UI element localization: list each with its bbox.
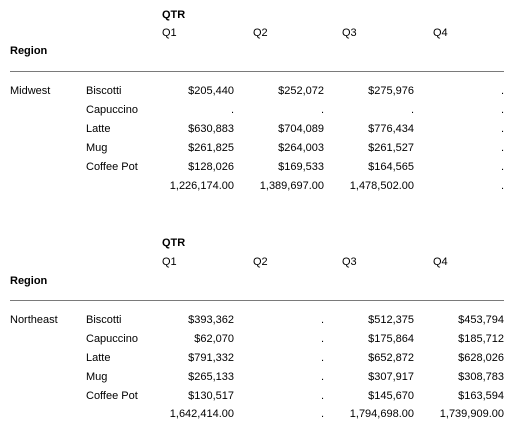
- product-label: Mug: [86, 371, 108, 383]
- column-header-q4: Q4: [433, 27, 448, 39]
- total-q4: .: [500, 180, 504, 192]
- cell-q1: $265,133: [188, 371, 234, 383]
- header-divider: [10, 300, 504, 301]
- cell-q2: $704,089: [278, 123, 324, 135]
- total-q3: 1,478,502.00: [349, 180, 414, 192]
- cell-q2: .: [320, 371, 324, 383]
- cell-q2: .: [320, 390, 324, 402]
- cell-q4: .: [500, 161, 504, 173]
- cell-q1: $205,440: [188, 85, 234, 97]
- cell-q3: $776,434: [368, 123, 414, 135]
- region-label: Northeast: [10, 314, 58, 326]
- column-group-header: QTR: [162, 9, 186, 21]
- cell-q2: .: [320, 314, 324, 326]
- column-header-q4: Q4: [433, 256, 448, 268]
- header-divider: [10, 71, 504, 72]
- column-header-q3: Q3: [342, 27, 357, 39]
- cell-q3: $175,864: [368, 333, 414, 345]
- product-label: Biscotti: [86, 85, 122, 97]
- cell-q4: $308,783: [458, 371, 504, 383]
- cell-q3: $512,375: [368, 314, 414, 326]
- cell-q1: $630,883: [188, 123, 234, 135]
- cell-q1: .: [230, 104, 234, 116]
- total-q1: 1,226,174.00: [169, 180, 234, 192]
- product-label: Capuccino: [86, 333, 138, 345]
- region-label: Midwest: [10, 85, 51, 97]
- cell-q4: $163,594: [458, 390, 504, 402]
- cell-q3: $261,527: [368, 142, 414, 154]
- product-label: Latte: [86, 123, 111, 135]
- cell-q3: .: [410, 104, 414, 116]
- total-q2: 1,389,697.00: [259, 180, 324, 192]
- row-header-region: Region: [10, 45, 48, 57]
- column-header-q2: Q2: [253, 27, 268, 39]
- cell-q1: $130,517: [188, 390, 234, 402]
- product-label: Coffee Pot: [86, 390, 138, 402]
- cell-q4: $628,026: [458, 352, 504, 364]
- cell-q4: .: [500, 123, 504, 135]
- cell-q4: .: [500, 85, 504, 97]
- column-group-header: QTR: [162, 237, 186, 249]
- cell-q1: $261,825: [188, 142, 234, 154]
- cell-q2: $169,533: [278, 161, 324, 173]
- cell-q2: .: [320, 352, 324, 364]
- product-label: Biscotti: [86, 314, 122, 326]
- cell-q1: $393,362: [188, 314, 234, 326]
- cell-q3: $145,670: [368, 390, 414, 402]
- total-q3: 1,794,698.00: [349, 408, 414, 420]
- product-label: Coffee Pot: [86, 161, 138, 173]
- column-header-q2: Q2: [253, 256, 268, 268]
- total-q4: 1,739,909.00: [439, 408, 504, 420]
- product-label: Latte: [86, 352, 111, 364]
- cell-q3: $164,565: [368, 161, 414, 173]
- cell-q1: $791,332: [188, 352, 234, 364]
- total-q1: 1,642,414.00: [169, 408, 234, 420]
- cell-q4: .: [500, 104, 504, 116]
- cell-q3: $307,917: [368, 371, 414, 383]
- row-header-region: Region: [10, 275, 48, 287]
- cell-q2: $252,072: [278, 85, 324, 97]
- product-label: Mug: [86, 142, 108, 154]
- column-header-q1: Q1: [162, 256, 177, 268]
- cell-q1: $62,070: [194, 333, 234, 345]
- total-q2: .: [320, 408, 324, 420]
- column-header-q3: Q3: [342, 256, 357, 268]
- cell-q3: $652,872: [368, 352, 414, 364]
- product-label: Capuccino: [86, 104, 138, 116]
- cell-q4: .: [500, 142, 504, 154]
- cell-q2: .: [320, 333, 324, 345]
- cell-q2: $264,003: [278, 142, 324, 154]
- cell-q2: .: [320, 104, 324, 116]
- column-header-q1: Q1: [162, 27, 177, 39]
- cell-q1: $128,026: [188, 161, 234, 173]
- cell-q4: $453,794: [458, 314, 504, 326]
- cell-q3: $275,976: [368, 85, 414, 97]
- cell-q4: $185,712: [458, 333, 504, 345]
